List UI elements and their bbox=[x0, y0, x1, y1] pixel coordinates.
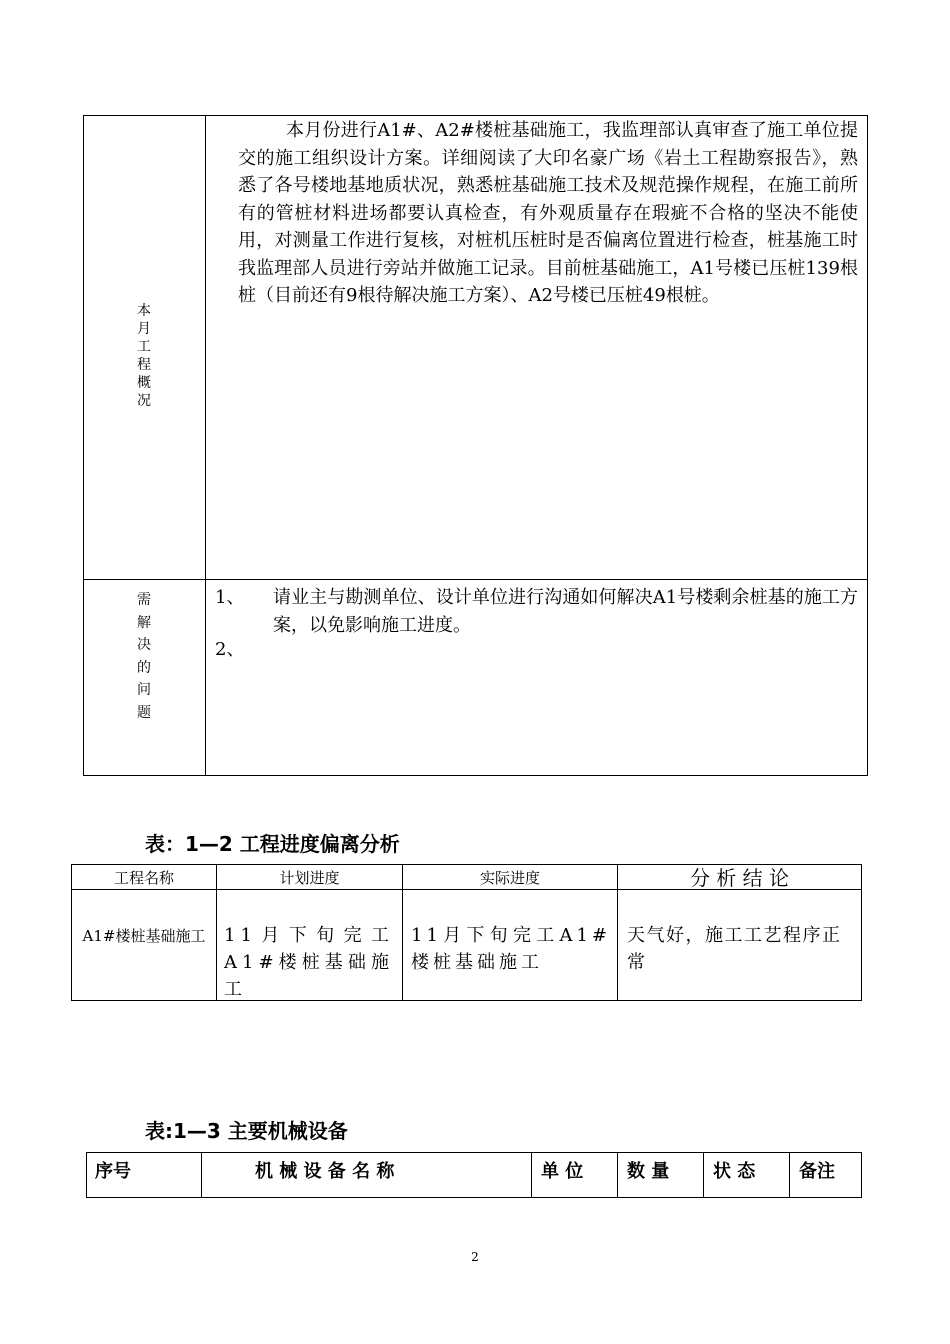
table-cell: A1#楼桩基础施工 bbox=[82, 927, 206, 945]
column-header: 状 态 bbox=[713, 1161, 756, 1182]
column-header: 单 位 bbox=[541, 1161, 584, 1182]
issue-item-number: 1、 bbox=[215, 587, 245, 608]
column-header: 机 械 设 备 名 称 bbox=[255, 1161, 395, 1182]
column-header: 实际进度 bbox=[479, 869, 540, 887]
overview-label: 本 月 工 程 概 况 bbox=[137, 303, 151, 409]
column-header: 备注 bbox=[799, 1161, 835, 1182]
column-header: 数 量 bbox=[627, 1161, 670, 1182]
column-header: 序号 bbox=[95, 1161, 131, 1182]
column-header: 计划进度 bbox=[279, 869, 340, 887]
table3-caption: 表:1—3 主要机械设备 bbox=[145, 1119, 348, 1143]
column-header: 工程名称 bbox=[113, 869, 174, 887]
issues-label: 需 解 决 的 问 题 bbox=[137, 592, 151, 721]
issue-item-number: 2、 bbox=[215, 639, 245, 660]
table-cell: 11月下旬完工A1#楼桩基础施工 bbox=[411, 925, 611, 973]
table-cell: 天气好，施工工艺程序正常 bbox=[627, 925, 842, 973]
table-cell: 11月下旬完工A1#楼桩基础施工 bbox=[224, 925, 394, 1000]
page-number: 2 bbox=[471, 1250, 479, 1264]
issue-item-text: 请业主与勘测单位、设计单位进行沟通如何解决A1号楼剩余桩基的施工方案，以免影响施工进度。 bbox=[273, 587, 858, 636]
overview-content: 本月份进行A1#、A2#楼桩基础施工，我监理部认真审查了施工单位提交的施工组织设计方案。详细阅读了大印名豪广场《岩土工程勘察报告》，熟悉了各号楼地基地质状况，熟悉桩基础施工技术及规范操作规程，在施工前所有的管桩材料进场都要认真检查，有外观质量存在瑕疵不合格的坚决不能使用，对测量工作进行复核，对桩机压桩时是否偏离位置进行检查，桩基施工时我监理部人员进行旁站并做施工记录。目前桩基础施工，A1号楼已压桩139根桩（目前还有9根待解决施工方案）、A2号楼已压桩49根桩。 bbox=[238, 120, 858, 306]
table2-caption: 表：1—2 工程进度偏离分析 bbox=[145, 832, 400, 856]
column-header: 分 析 结 论 bbox=[689, 866, 790, 890]
